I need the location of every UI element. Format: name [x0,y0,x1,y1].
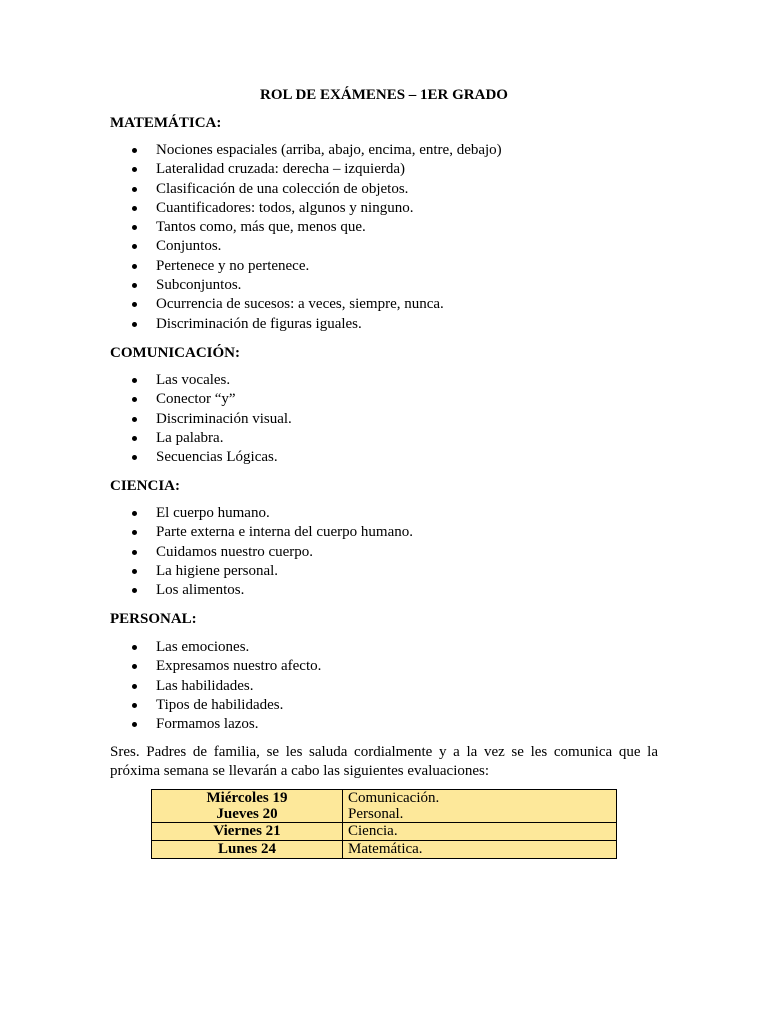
table-cell-day: Lunes 24 [152,841,343,859]
document-title: ROL DE EXÁMENES – 1ER GRADO [260,87,508,103]
day-label: Jueves 20 [216,806,278,822]
list-item: Las vocales. [110,371,292,390]
list-item: Conector “y” [110,390,292,409]
list-item: Discriminación de figuras iguales. [110,315,502,334]
section-heading-ciencia: CIENCIA: [110,478,181,494]
table-row [152,790,617,823]
list-item: Discriminación visual. [110,410,292,429]
table-cell-subject: Matemática. [343,841,617,859]
list-item: Tantos como, más que, menos que. [110,218,502,237]
list-item: Secuencias Lógicas. [110,448,292,467]
section-heading-personal: PERSONAL: [110,611,197,627]
notice-line-1: Sres. Padres de familia, se les saluda cordialmente y a la vez se les comunica que la [110,744,658,760]
exam-schedule-table [151,789,617,859]
list-item: Subconjuntos. [110,276,502,295]
list-item: Pertenece y no pertenece. [110,257,502,276]
subject-label: Personal. [348,806,404,822]
table-cell-subject: Ciencia. [343,823,617,841]
section-heading-matematica: MATEMÁTICA: [110,115,222,131]
list-item: Los alimentos. [110,581,413,600]
list-item: Nociones espaciales (arriba, abajo, encima, entre, debajo) [110,141,502,160]
list-comunicacion [110,371,292,467]
day-label: Miércoles 19 [206,790,288,806]
table-cell-day [152,790,343,823]
list-personal [110,638,321,734]
list-item: Conjuntos. [110,237,502,256]
list-item: Ocurrencia de sucesos: a veces, siempre, nunca. [110,295,502,314]
table-row [152,841,617,859]
list-item: Las emociones. [110,638,321,657]
list-item: El cuerpo humano. [110,504,413,523]
notice-line-2: próxima semana se llevarán a cabo las siguientes evaluaciones: [110,763,490,779]
list-item: Cuantificadores: todos, algunos y ninguno. [110,199,502,218]
list-item: Clasificación de una colección de objetos. [110,180,502,199]
list-item: La higiene personal. [110,562,413,581]
section-heading-comunicacion: COMUNICACIÓN: [110,345,240,361]
list-ciencia [110,504,413,600]
list-item: Formamos lazos. [110,715,321,734]
list-item: La palabra. [110,429,292,448]
list-item: Cuidamos nuestro cuerpo. [110,543,413,562]
table-row [152,823,617,841]
list-item: Parte externa e interna del cuerpo humano. [110,523,413,542]
list-matematica [110,141,502,334]
list-item: Las habilidades. [110,677,321,696]
table-cell-day: Viernes 21 [152,823,343,841]
list-item: Expresamos nuestro afecto. [110,657,321,676]
subject-label: Comunicación. [348,790,440,806]
list-item: Tipos de habilidades. [110,696,321,715]
table-cell-subject [343,790,617,823]
parents-notice-paragraph [110,743,658,781]
list-item: Lateralidad cruzada: derecha – izquierda) [110,160,502,179]
